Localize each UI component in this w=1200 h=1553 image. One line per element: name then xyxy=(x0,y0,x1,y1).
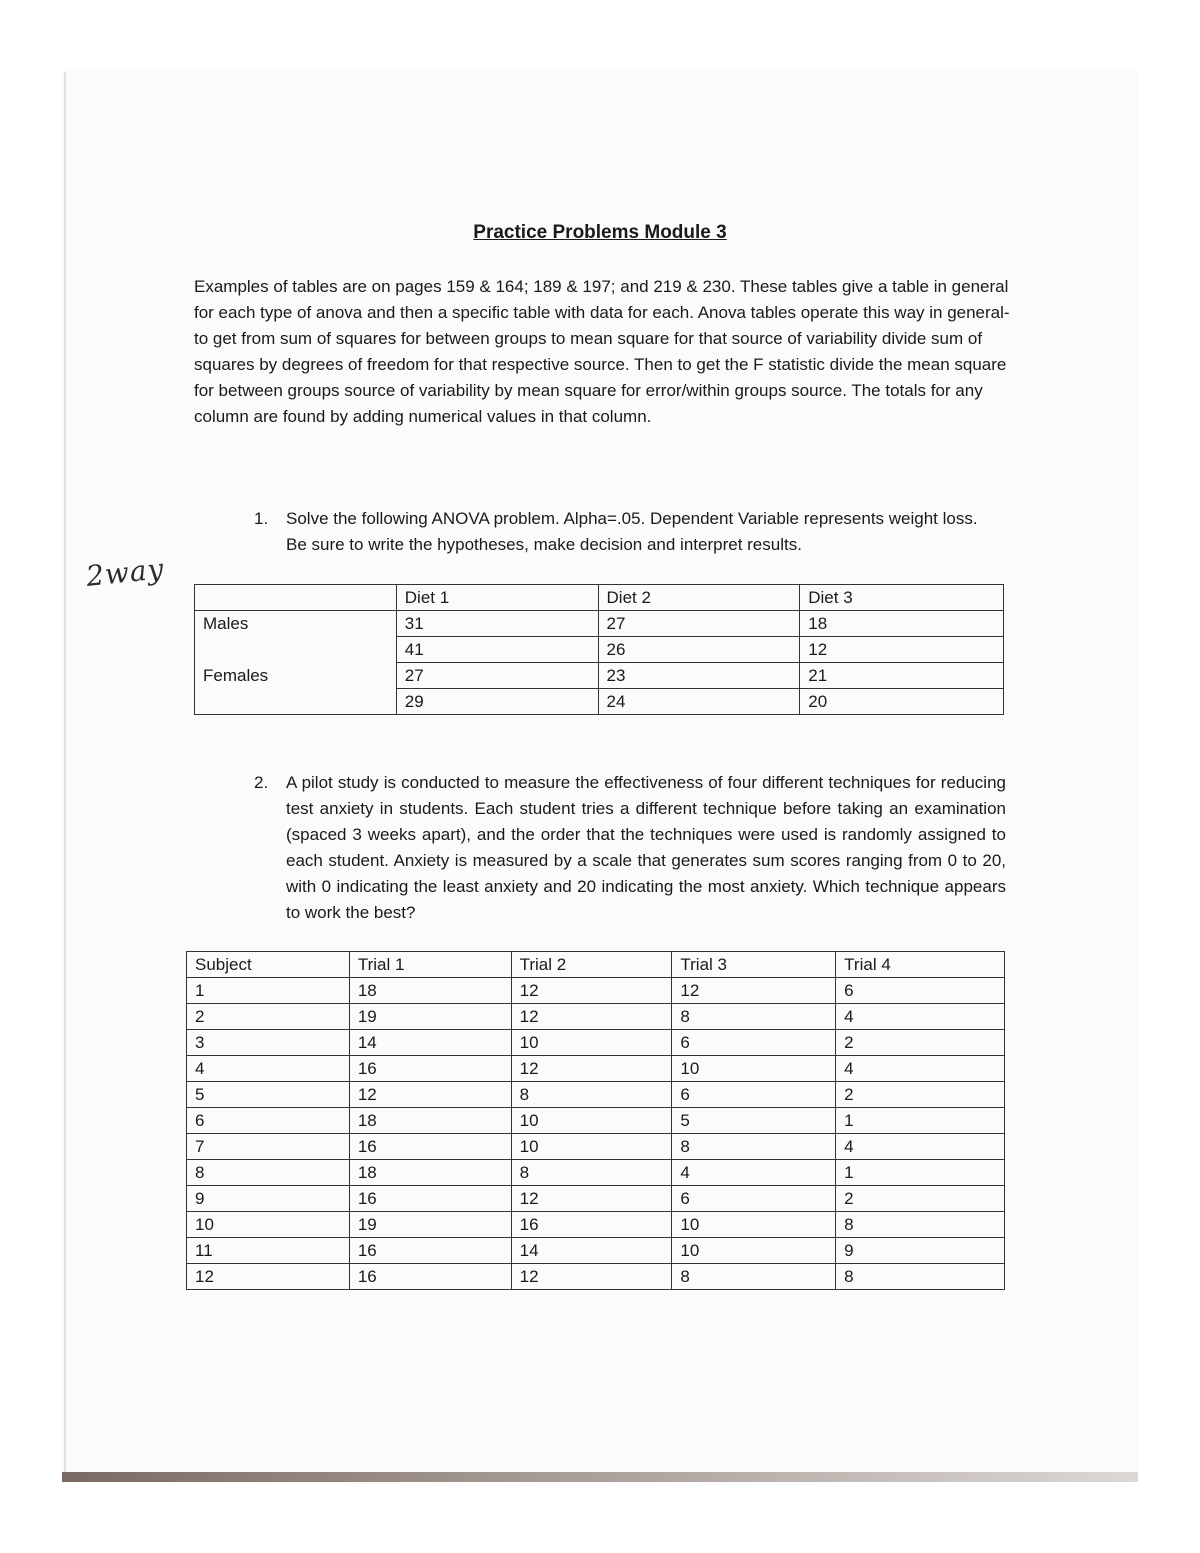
table-row xyxy=(187,1134,1005,1160)
table-cell: 6 xyxy=(672,1082,836,1108)
question-1 xyxy=(254,506,984,558)
table-cell: 2 xyxy=(836,1030,1005,1056)
table-cell: 8 xyxy=(836,1212,1005,1238)
table-cell: 19 xyxy=(349,1004,511,1030)
table-cell: 18 xyxy=(349,978,511,1004)
table-cell: 9 xyxy=(836,1238,1005,1264)
table-row xyxy=(187,1212,1005,1238)
question-1-number: 1. xyxy=(254,509,269,528)
diet-table xyxy=(194,584,1004,715)
table-cell: 27 xyxy=(598,611,800,637)
table-cell: 21 xyxy=(800,663,1004,689)
table-cell: 3 xyxy=(187,1030,350,1056)
table-row xyxy=(187,978,1005,1004)
table-cell: 8 xyxy=(511,1082,672,1108)
table-header-row xyxy=(195,585,1004,611)
table-cell: 4 xyxy=(187,1056,350,1082)
table-cell: 12 xyxy=(511,1004,672,1030)
table-cell: 5 xyxy=(187,1082,350,1108)
group-label xyxy=(195,637,397,663)
intro-paragraph: Examples of tables are on pages 159 & 164; 189 & 197; and 219 & 230. These tables give a table in general for each type of anova and then a specific table with data for each. Anova tables operate this way in general- to get from sum of squares for between groups to mean square for that source of variability divide sum of squares by degrees of freedom for that respective source. Then to get the F statistic divide the mean square for between groups source of variability by mean square for error/within groups source. The totals for any column are found by adding numerical values in that column. xyxy=(194,277,1010,426)
table-cell: 18 xyxy=(800,611,1004,637)
table-cell: 26 xyxy=(598,637,800,663)
table-header-row xyxy=(187,952,1005,978)
table-row xyxy=(195,663,1004,689)
table-cell: 11 xyxy=(187,1238,350,1264)
table-cell: 10 xyxy=(672,1056,836,1082)
table-cell: 8 xyxy=(672,1264,836,1290)
table-cell: 10 xyxy=(511,1108,672,1134)
question-1-text: Solve the following ANOVA problem. Alpha=.05. Dependent Variable represents weight loss. Be sure to write the hypotheses, make decision and interpret results. xyxy=(286,509,978,554)
table-cell: 14 xyxy=(349,1030,511,1056)
table-row xyxy=(187,1160,1005,1186)
table-cell: 2 xyxy=(836,1082,1005,1108)
question-2-text: A pilot study is conducted to measure the effectiveness of four different techniques for reducing test anxiety in students. Each student tries a different technique before taking an examination (spaced 3 weeks apart), and the order that the techniques were used is randomly assigned to each student. Anxiety is measured by a scale that generates sum scores ranging from 0 to 20, with 0 indicating the least anxiety and 20 indicating the most anxiety. Which technique appears to work the best? xyxy=(286,773,1006,922)
table-cell: 8 xyxy=(187,1160,350,1186)
column-header: Diet 2 xyxy=(598,585,800,611)
column-header: Trial 4 xyxy=(836,952,1005,978)
column-header xyxy=(195,585,397,611)
table-cell: 4 xyxy=(836,1004,1005,1030)
table-row xyxy=(187,1238,1005,1264)
table-cell: 16 xyxy=(349,1134,511,1160)
table-cell: 31 xyxy=(396,611,598,637)
table-cell: 8 xyxy=(672,1134,836,1160)
table-cell: 7 xyxy=(187,1134,350,1160)
column-header: Subject xyxy=(187,952,350,978)
table-cell: 4 xyxy=(672,1160,836,1186)
table-cell: 12 xyxy=(187,1264,350,1290)
table-cell: 16 xyxy=(349,1056,511,1082)
table-row xyxy=(187,1004,1005,1030)
column-header: Diet 1 xyxy=(396,585,598,611)
table-cell: 16 xyxy=(349,1186,511,1212)
table-cell: 16 xyxy=(511,1212,672,1238)
column-header: Trial 3 xyxy=(672,952,836,978)
table-row xyxy=(195,689,1004,715)
page-title: Practice Problems Module 3 xyxy=(473,222,727,243)
column-header: Trial 1 xyxy=(349,952,511,978)
column-header: Trial 2 xyxy=(511,952,672,978)
table-cell: 12 xyxy=(511,1186,672,1212)
group-label: Males xyxy=(195,611,397,637)
question-2 xyxy=(254,770,1006,926)
table-row xyxy=(187,1108,1005,1134)
table-row xyxy=(187,1056,1005,1082)
table-cell: 12 xyxy=(349,1082,511,1108)
table-cell: 20 xyxy=(800,689,1004,715)
table-cell: 8 xyxy=(511,1160,672,1186)
table-cell: 41 xyxy=(396,637,598,663)
table-cell: 10 xyxy=(511,1134,672,1160)
question-2-number: 2. xyxy=(254,773,269,792)
table-cell: 10 xyxy=(672,1212,836,1238)
table-cell: 12 xyxy=(511,978,672,1004)
table-cell: 9 xyxy=(187,1186,350,1212)
table-cell: 12 xyxy=(800,637,1004,663)
table-cell: 18 xyxy=(349,1160,511,1186)
table-cell: 8 xyxy=(836,1264,1005,1290)
table-row xyxy=(187,1030,1005,1056)
table-cell: 6 xyxy=(187,1108,350,1134)
table-cell: 18 xyxy=(349,1108,511,1134)
handwritten-note: 2way xyxy=(84,551,166,594)
table-cell: 6 xyxy=(836,978,1005,1004)
table-cell: 16 xyxy=(349,1238,511,1264)
table-cell: 6 xyxy=(672,1186,836,1212)
table-cell: 12 xyxy=(672,978,836,1004)
table-row xyxy=(195,611,1004,637)
group-label xyxy=(195,689,397,715)
table-cell: 14 xyxy=(511,1238,672,1264)
table-row xyxy=(187,1264,1005,1290)
table-cell: 8 xyxy=(672,1004,836,1030)
table-cell: 16 xyxy=(349,1264,511,1290)
table-cell: 10 xyxy=(672,1238,836,1264)
table-cell: 1 xyxy=(836,1160,1005,1186)
table-cell: 6 xyxy=(672,1030,836,1056)
table-cell: 27 xyxy=(396,663,598,689)
table-cell: 10 xyxy=(187,1212,350,1238)
table-cell: 5 xyxy=(672,1108,836,1134)
column-header: Diet 3 xyxy=(800,585,1004,611)
table-cell: 4 xyxy=(836,1056,1005,1082)
table-cell: 12 xyxy=(511,1056,672,1082)
table-row xyxy=(195,637,1004,663)
table-cell: 19 xyxy=(349,1212,511,1238)
table-cell: 4 xyxy=(836,1134,1005,1160)
table-cell: 24 xyxy=(598,689,800,715)
table-cell: 12 xyxy=(511,1264,672,1290)
table-row xyxy=(187,1186,1005,1212)
group-label: Females xyxy=(195,663,397,689)
table-cell: 23 xyxy=(598,663,800,689)
table-cell: 1 xyxy=(836,1108,1005,1134)
anxiety-table xyxy=(186,951,1005,1290)
table-row xyxy=(187,1082,1005,1108)
table-cell: 2 xyxy=(836,1186,1005,1212)
table-cell: 1 xyxy=(187,978,350,1004)
table-cell: 10 xyxy=(511,1030,672,1056)
table-cell: 29 xyxy=(396,689,598,715)
paper-edge-shadow xyxy=(62,1472,1138,1482)
table-cell: 2 xyxy=(187,1004,350,1030)
